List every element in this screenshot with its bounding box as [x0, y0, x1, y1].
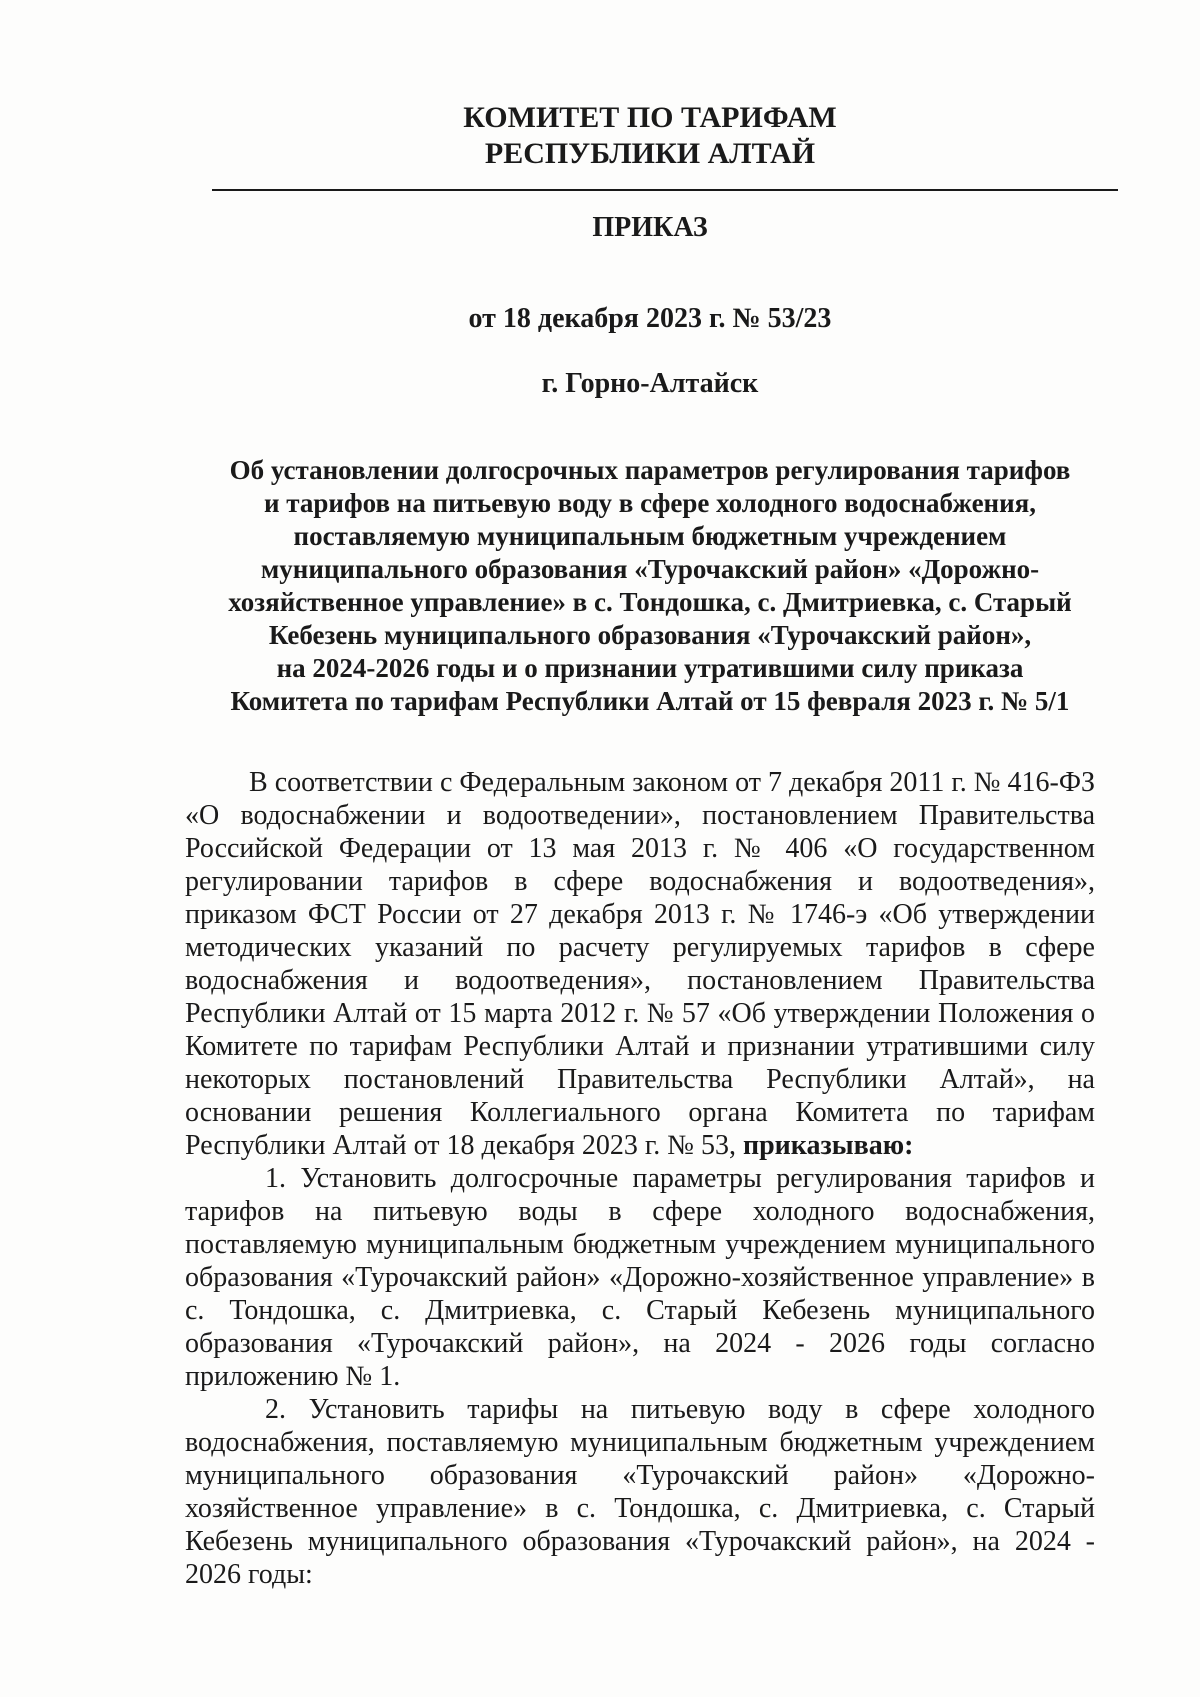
decree-word: приказываю: [742, 1130, 914, 1161]
preamble-text: В соответствии с Федеральным законом от 7 декабря 2011 г. № 416-ФЗ «О водоснабжении и водоотведении», постановлением Правительства Российской Федерации от 13 мая 2013 г. № 406 «О государственном регулировании тарифов в сфере водоснабжения и водоотведения», приказом ФСТ России от 27 декабря 2013 г. № 1746-э «Об утверждении методических указаний по расчету регулируемых тарифов в сфере водоснабжения и водоотведения», постановлением Правительства Республики Алтай от 15 марта 2012 г. № 57 «Об утверждении Положения о Комитете по тарифам Республики Алтай и признании утратившими силу некоторых постановлений Правительства Республики Алтай», на основании решения Коллегиального органа Комитета по тарифам Республики Алтай от 18 декабря 2023 г. № 53, [185, 767, 1095, 1161]
subject-line: и тарифов на питьевую воду в сфере холодного водоснабжения, [263, 488, 1037, 518]
order-subject [200, 454, 1100, 718]
order-date-number: от 18 декабря 2023 г. № 53/23 [468, 303, 832, 334]
header-divider [212, 189, 1118, 191]
subject-line: Комитета по тарифам Республики Алтай от 15 февраля 2023 г. № 5/1 [230, 686, 1070, 716]
document-type: ПРИКАЗ [592, 212, 708, 243]
order-item-1: 1. Установить долгосрочные параметры регулирования тарифов и тарифов на питьевую воды в сфере холодного водоснабжения, поставляемую муниципальным бюджетным учреждением муниципального образования «Турочакский район» «Дорожно-хозяйственное управление» в с. Тондошка, с. Дмитриевка, с. Старый Кебезень муниципального образования «Турочакский район», на 2024 - 2026 годы согласно приложению № 1. [185, 1163, 1095, 1392]
authority-line-2: РЕСПУБЛИКИ АЛТАЙ [484, 137, 816, 170]
subject-line: муниципального образования «Турочакский район» «Дорожно- [260, 554, 1040, 584]
subject-line: Кебезень муниципального образования «Турочакский район», [268, 620, 1032, 650]
order-item-2: 2. Установить тарифы на питьевую воду в сфере холодного водоснабжения, поставляемую муниципальным бюджетным учреждением муниципального образования «Турочакский район» «Дорожно-хозяйственное управление» в с. Тондошка, с. Дмитриевка, с. Старый Кебезень муниципального образования «Турочакский район», на 2024 - 2026 годы: [185, 1394, 1095, 1590]
subject-line: на 2024-2026 годы и о признании утратившими силу приказа [276, 653, 1024, 683]
order-body [185, 766, 1095, 1591]
subject-line: хозяйственное управление» в с. Тондошка, с. Дмитриевка, с. Старый [228, 587, 1072, 617]
subject-line: Об установлении долгосрочных параметров регулирования тарифов [229, 455, 1071, 485]
preamble-paragraph [185, 766, 1095, 1162]
subject-line: поставляемую муниципальным бюджетным учреждением [293, 521, 1007, 551]
authority-line-1: КОМИТЕТ ПО ТАРИФАМ [463, 101, 837, 134]
issuing-authority [200, 100, 1100, 172]
order-city: г. Горно-Алтайск [541, 368, 759, 399]
